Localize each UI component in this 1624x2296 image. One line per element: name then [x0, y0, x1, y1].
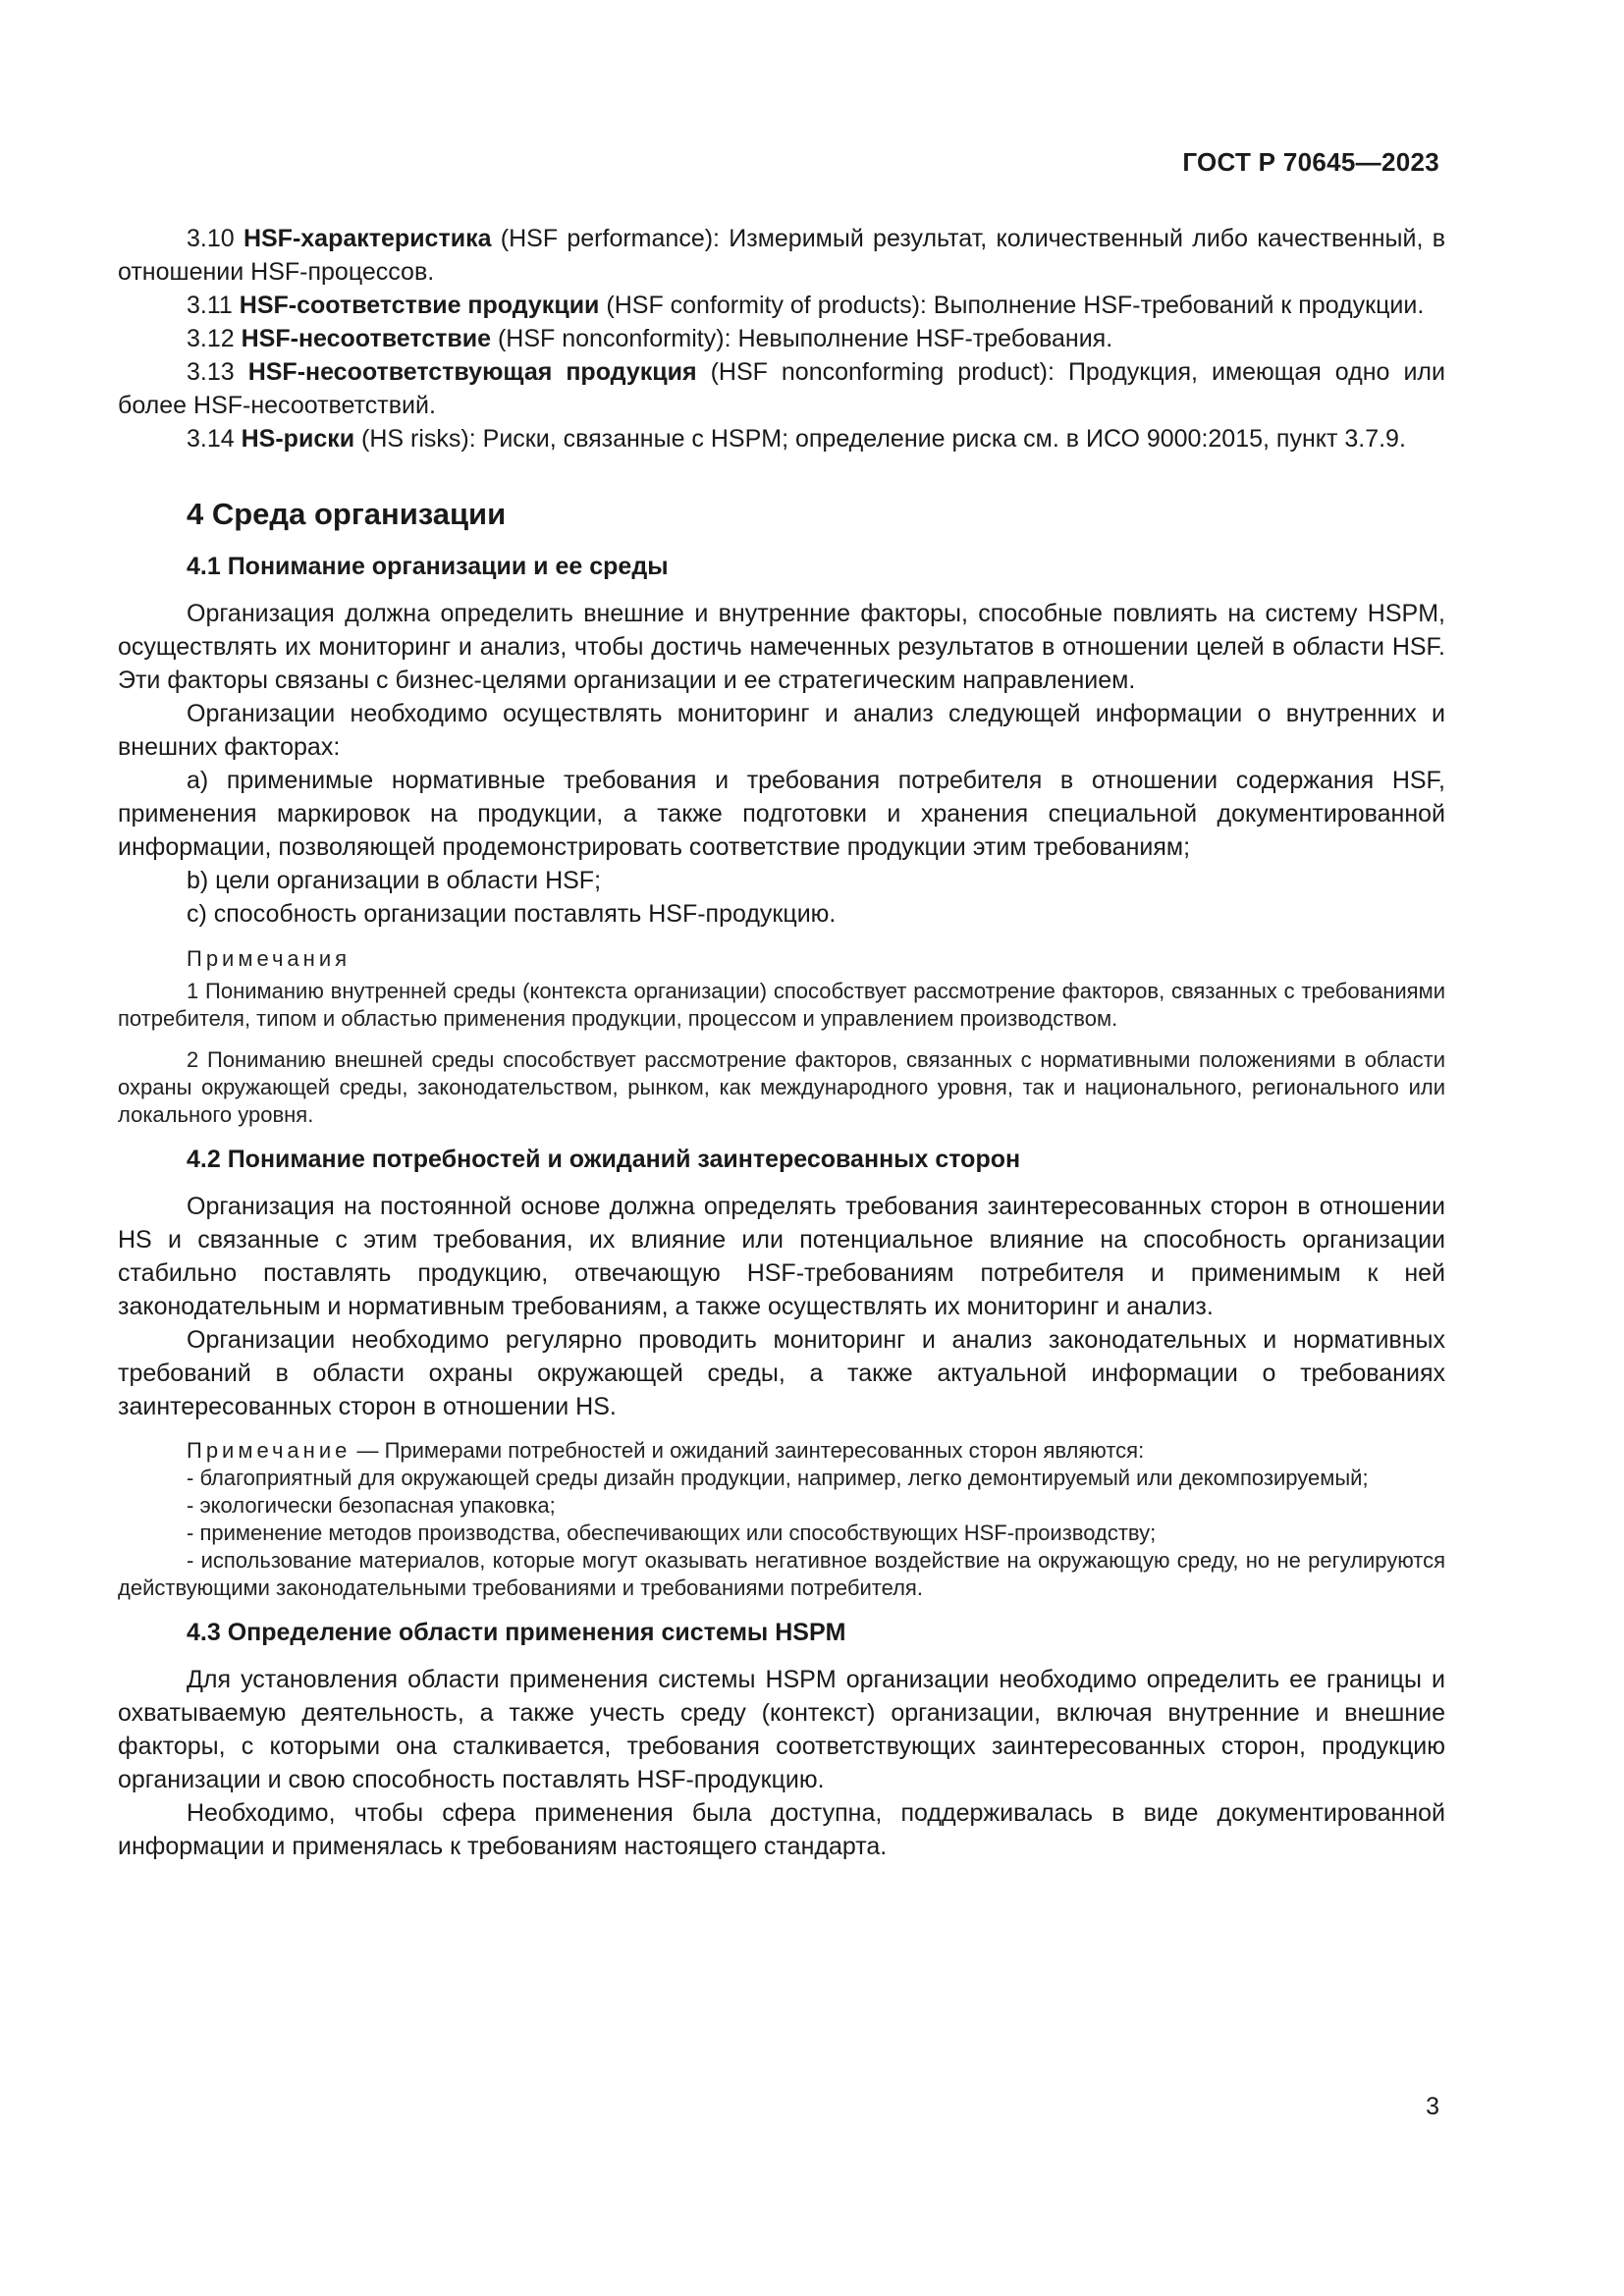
definition-3-11: 3.11 HSF-соответствие продукции (HSF conformity of products): Выполнение HSF-требований к продукции.: [187, 292, 1425, 319]
list-item-b: b) цели организации в области HSF;: [187, 867, 602, 894]
definition-3-10: 3.10 HSF-характеристика (HSF performance): Измеримый результат, количественный либо качественный, в отношении HSF-процессов.: [118, 225, 1445, 286]
dash-item: - экологически безопасная упаковка;: [187, 1493, 556, 1518]
paragraph: Необходимо, чтобы сфера применения была доступна, поддерживалась в виде документированной информации и применялась к требованиям настоящего стандарта.: [118, 1799, 1445, 1860]
term: HS-риски: [241, 425, 355, 453]
term: HSF-соответствие продукции: [239, 292, 600, 319]
section-4-2-heading: 4.2 Понимание потребностей и ожиданий заинтересованных сторон: [187, 1146, 1021, 1173]
dash-item: - применение методов производства, обеспечивающих или способствующих HSF-производству;: [187, 1521, 1157, 1545]
paragraph: Организации необходимо осуществлять мониторинг и анализ следующей информации о внутренних и внешних факторах:: [118, 700, 1445, 761]
term: HSF-несоответствие: [241, 325, 492, 352]
term: HSF-несоответствующая продукция: [247, 358, 697, 386]
dash-item: - использование материалов, которые могут оказывать негативное воздействие на окружающую среду, но не регулируются действующими законодательными требованиями и требованиями потребителя.: [118, 1548, 1445, 1600]
paragraph: Организация на постоянной основе должна определять требования заинтересованных сторон в отношении HS и связанные с этим требования, их влияние или потенциальное влияние на способность организации стабильно поставлять продукцию, отвечающую HSF-требованиям потребителя и применимым к ней законодательным и нормативным требованиям, а также осуществлять их мониторинг и анализ.: [118, 1193, 1445, 1320]
note-label: Примечание: [187, 1438, 352, 1463]
note: [118, 1437, 1445, 1465]
section-4-heading: 4 Среда организации: [187, 497, 507, 531]
note-text: — Примерами потребностей и ожиданий заинтересованных сторон являются:: [351, 1438, 1145, 1463]
dash-item: - благоприятный для окружающей среды дизайн продукции, например, легко демонтируемый или декомпозируемый;: [187, 1466, 1369, 1490]
document-id-header: ГОСТ Р 70645—2023: [1182, 147, 1439, 177]
notes-title: Примечания: [187, 946, 352, 971]
page-number: 3: [1426, 2093, 1439, 2120]
definition-3-13: 3.13 HSF-несоответствующая продукция (HSF nonconforming product): Продукция, имеющая одно или более HSF-несоответствий.: [118, 358, 1445, 419]
list-item-c: c) способность организации поставлять HSF-продукцию.: [187, 900, 837, 928]
section-4-3-heading: 4.3 Определение области применения системы HSPM: [187, 1619, 846, 1646]
list-item-a: а) применимые нормативные требования и требования потребителя в отношении содержания HSF, применения маркировок на продукции, а также подготовки и хранения специальной документированной информации, позволяющей продемонстрировать соответствие продукции этим требованиям;: [118, 767, 1445, 861]
definition-3-12: 3.12 HSF-несоответствие (HSF nonconformity): Невыполнение HSF-требования.: [187, 325, 1113, 352]
section-4-1-heading: 4.1 Понимание организации и ее среды: [187, 553, 669, 580]
note-1: 1 Пониманию внутренней среды (контекста организации) способствует рассмотрение факторов, связанных с требованиями потребителя, типом и областью применения продукции, процессом и управлением производством.: [118, 979, 1445, 1031]
paragraph: Организация должна определить внешние и внутренние факторы, способные повлиять на систему HSPM, осуществлять их мониторинг и анализ, чтобы достичь намеченных результатов в отношении целей в области HSF. Эти факторы связаны с бизнес-целями организации и ее стратегическим направлением.: [118, 600, 1445, 694]
note-2: 2 Пониманию внешней среды способствует рассмотрение факторов, связанных с нормативными положениями в области охраны окружающей среды, законодательством, рынком, как международного уровня, так и национального, регионального или локального уровня.: [118, 1047, 1445, 1127]
paragraph: Организации необходимо регулярно проводить мониторинг и анализ законодательных и нормативных требований в области охраны окружающей среды, а также актуальной информации о требованиях заинтересованных сторон в отношении HS.: [118, 1326, 1445, 1420]
page-content: [118, 222, 1445, 1863]
definition-3-14: 3.14 HS-риски (HS risks): Риски, связанные с HSPM; определение риска см. в ИСО 9000:2015, пункт 3.7.9.: [187, 425, 1406, 453]
paragraph: Для установления области применения системы HSPM организации необходимо определить ее границы и охватываемую деятельность, а также учесть среду (контекст) организации, включая внутренние и внешние факторы, с которыми она сталкивается, требования соответствующих заинтересованных сторон, продукцию организации и свою способность поставлять HSF-продукцию.: [118, 1666, 1445, 1793]
term: HSF-характеристика: [243, 225, 492, 252]
